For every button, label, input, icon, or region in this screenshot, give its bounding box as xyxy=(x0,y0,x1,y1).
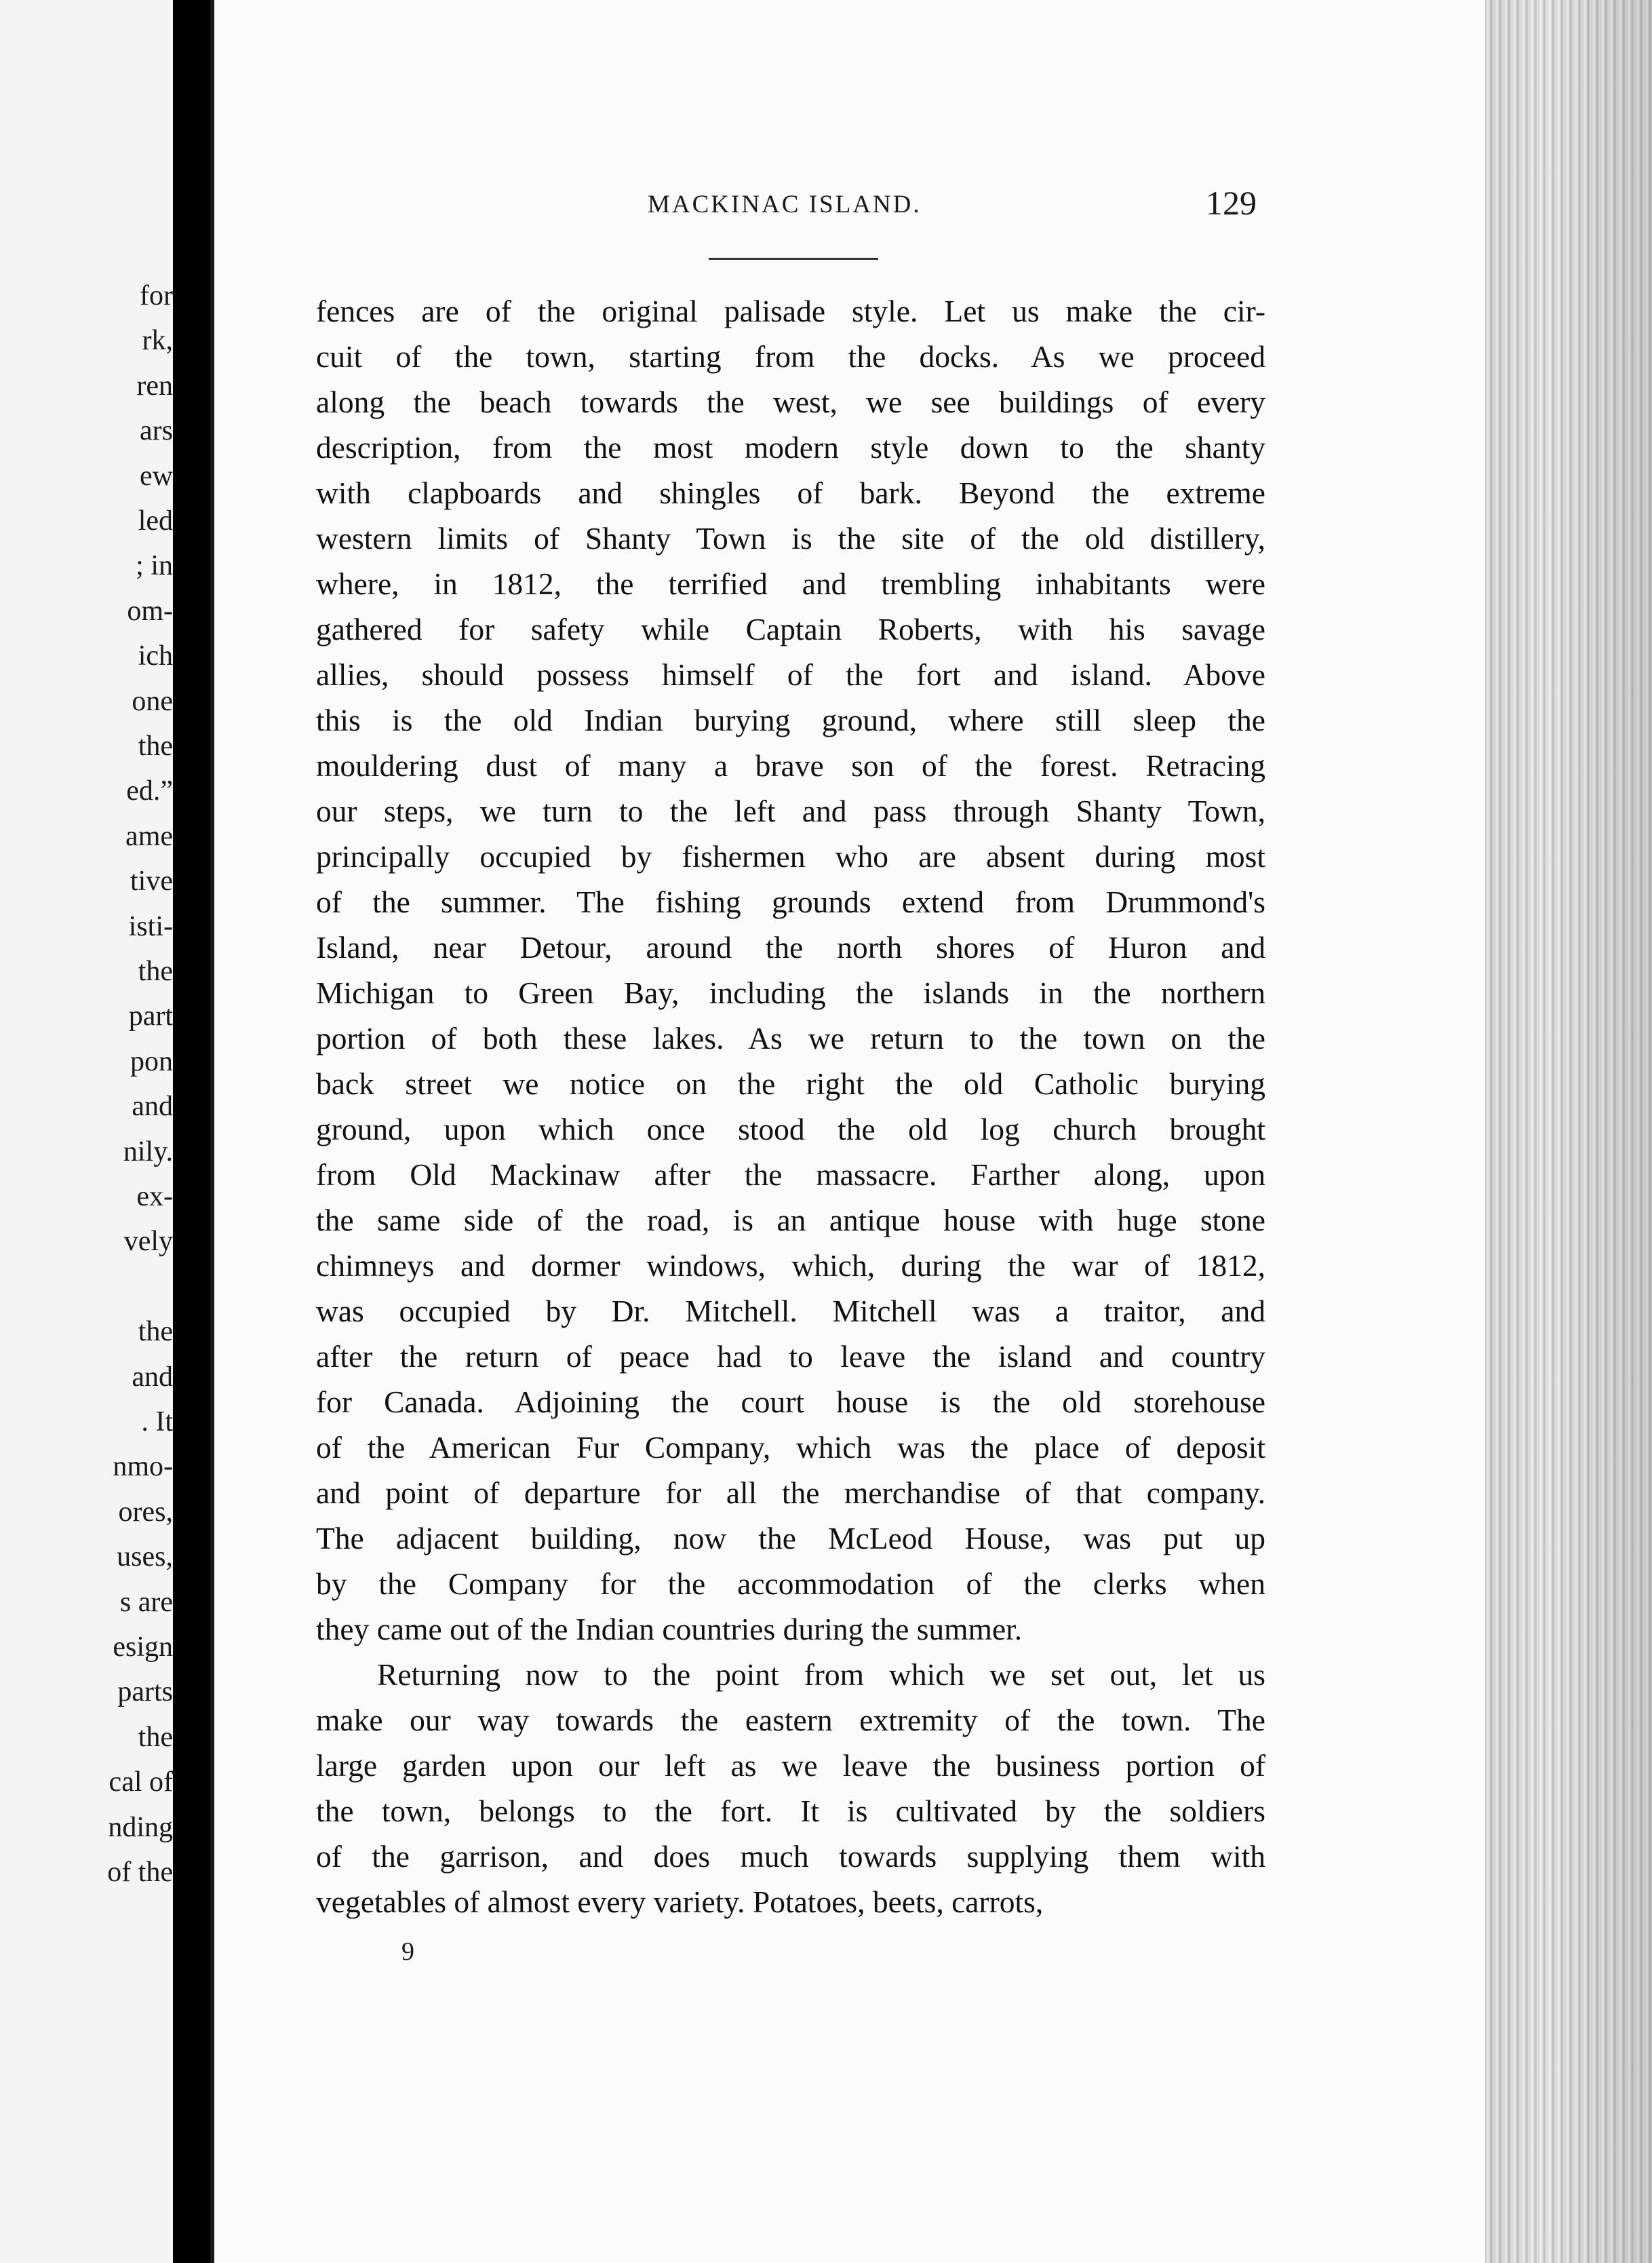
text-line: by the Company for the accommodation of the clerks when xyxy=(316,1566,1265,1601)
text-line: of the garrison, and does much towards supplying them with xyxy=(316,1839,1265,1874)
text-line: the same side of the road, is an antique house with huge stone xyxy=(316,1203,1265,1237)
text-line: where, in 1812, the terrified and trembling inhabitants were xyxy=(316,566,1265,601)
facing-page-fragment: rk, xyxy=(142,325,173,356)
signature-mark: 9 xyxy=(401,1937,414,1966)
facing-page-fragment: and xyxy=(132,1361,173,1393)
text-line: after the return of peace had to leave the island and country xyxy=(316,1339,1265,1374)
facing-page-fragment: ; in xyxy=(136,550,173,581)
book-gutter xyxy=(173,0,210,2263)
text-line: allies, should possess himself of the fort and island. Above xyxy=(316,657,1265,692)
facing-page-fragment: led xyxy=(138,505,173,537)
text-line: they came out of the Indian countries during the summer. xyxy=(316,1612,1023,1646)
text-line: Returning now to the point from which we set out, let us xyxy=(377,1657,1265,1692)
text-line: mouldering dust of many a brave son of the forest. Retracing xyxy=(316,748,1265,783)
text-line: make our way towards the eastern extremity of the town. The xyxy=(316,1703,1265,1737)
text-line: large garden upon our left as we leave the business portion of xyxy=(316,1748,1265,1783)
facing-page-fragment: the xyxy=(138,1722,173,1753)
page-edges-shading xyxy=(1485,0,1652,2263)
text-line: from Old Mackinaw after the massacre. Farther along, upon xyxy=(316,1157,1265,1192)
facing-page-fragment: esign xyxy=(113,1631,173,1663)
facing-page-fragment: vely xyxy=(123,1226,173,1257)
text-line: the town, belongs to the fort. It is cultivated by the soldiers xyxy=(316,1794,1265,1828)
text-line: fences are of the original palisade style. Let us make the cir- xyxy=(316,294,1265,328)
facing-page-fragment: ed.” xyxy=(126,775,173,807)
facing-page-fragment: pon xyxy=(130,1046,173,1077)
text-line: portion of both these lakes. As we return to the town on the xyxy=(316,1021,1265,1056)
facing-page-fragment: cal of xyxy=(109,1766,173,1798)
text-line: back street we notice on the right the old Catholic burying xyxy=(316,1066,1265,1101)
header-rule xyxy=(709,258,878,260)
facing-page-fragment: nily. xyxy=(123,1136,173,1167)
text-line: our steps, we turn to the left and pass through Shanty Town, xyxy=(316,794,1265,828)
text-line: chimneys and dormer windows, which, during the war of 1812, xyxy=(316,1248,1265,1283)
text-line: ground, upon which once stood the old log church brought xyxy=(316,1112,1265,1146)
facing-page-fragment: one xyxy=(132,686,173,717)
facing-page-fragment: tive xyxy=(130,866,173,897)
text-line: this is the old Indian burying ground, where still sleep the xyxy=(316,703,1265,737)
facing-page-fragment: ars xyxy=(140,415,173,446)
facing-page-fragment: parts xyxy=(117,1676,173,1707)
text-line: principally occupied by fishermen who are absent during most xyxy=(316,839,1265,874)
text-line: Michigan to Green Bay, including the islands in the northern xyxy=(316,975,1265,1010)
facing-page-fragment: nding xyxy=(108,1812,173,1843)
facing-page-fragment: ex- xyxy=(136,1181,173,1212)
facing-page-fragment: uses, xyxy=(117,1541,173,1572)
facing-page-fragment: the xyxy=(138,1316,173,1347)
page-number: 129 xyxy=(1206,184,1257,222)
facing-page-fragment: om- xyxy=(127,596,173,627)
facing-page-fragment: part xyxy=(128,1001,173,1032)
facing-page-fragment: ame xyxy=(125,821,173,852)
facing-page-fragment: ich xyxy=(138,640,173,672)
facing-page-fragment: the xyxy=(138,731,173,762)
text-line: vegetables of almost every variety. Potatoes, beets, carrots, xyxy=(316,1884,1044,1919)
facing-page-fragment: s are xyxy=(119,1587,173,1618)
text-line: for Canada. Adjoining the court house is the old storehouse xyxy=(316,1385,1265,1419)
facing-page-fragment: of the xyxy=(107,1857,173,1888)
text-line: and point of departure for all the merchandise of that company. xyxy=(316,1475,1265,1510)
text-line: The adjacent building, now the McLeod House, was put up xyxy=(316,1521,1265,1555)
running-title: MACKINAC ISLAND. xyxy=(648,191,922,218)
text-line: along the beach towards the west, we see buildings of every xyxy=(316,385,1265,419)
facing-page-fragment: for xyxy=(140,280,173,311)
facing-page-fragment: ew xyxy=(140,461,173,492)
facing-page-fragment: the xyxy=(138,956,173,987)
facing-page-fragment: nmo- xyxy=(113,1451,173,1482)
facing-page-fragment: ores, xyxy=(118,1496,173,1528)
text-line: gathered for safety while Captain Roberts, with his savage xyxy=(316,612,1265,646)
text-line: was occupied by Dr. Mitchell. Mitchell was a traitor, and xyxy=(316,1294,1265,1328)
facing-page-fragment: isti- xyxy=(128,911,173,942)
text-line: of the American Fur Company, which was the place of deposit xyxy=(316,1430,1265,1465)
facing-page-fragment: and xyxy=(132,1091,173,1122)
text-line: western limits of Shanty Town is the site of the old distillery, xyxy=(316,521,1265,556)
text-line: cuit of the town, starting from the docks. As we proceed xyxy=(316,339,1265,374)
facing-page xyxy=(0,0,173,2263)
body-text xyxy=(316,288,1265,1924)
text-line: description, from the most modern style down to the shanty xyxy=(316,430,1265,465)
facing-page-fragment: ren xyxy=(136,370,173,402)
text-line: of the summer. The fishing grounds extend from Drummond's xyxy=(316,885,1265,919)
text-line: with clapboards and shingles of bark. Beyond the extreme xyxy=(316,476,1265,510)
facing-page-fragment: . It xyxy=(141,1406,173,1437)
text-line: Island, near Detour, around the north shores of Huron and xyxy=(316,930,1265,965)
